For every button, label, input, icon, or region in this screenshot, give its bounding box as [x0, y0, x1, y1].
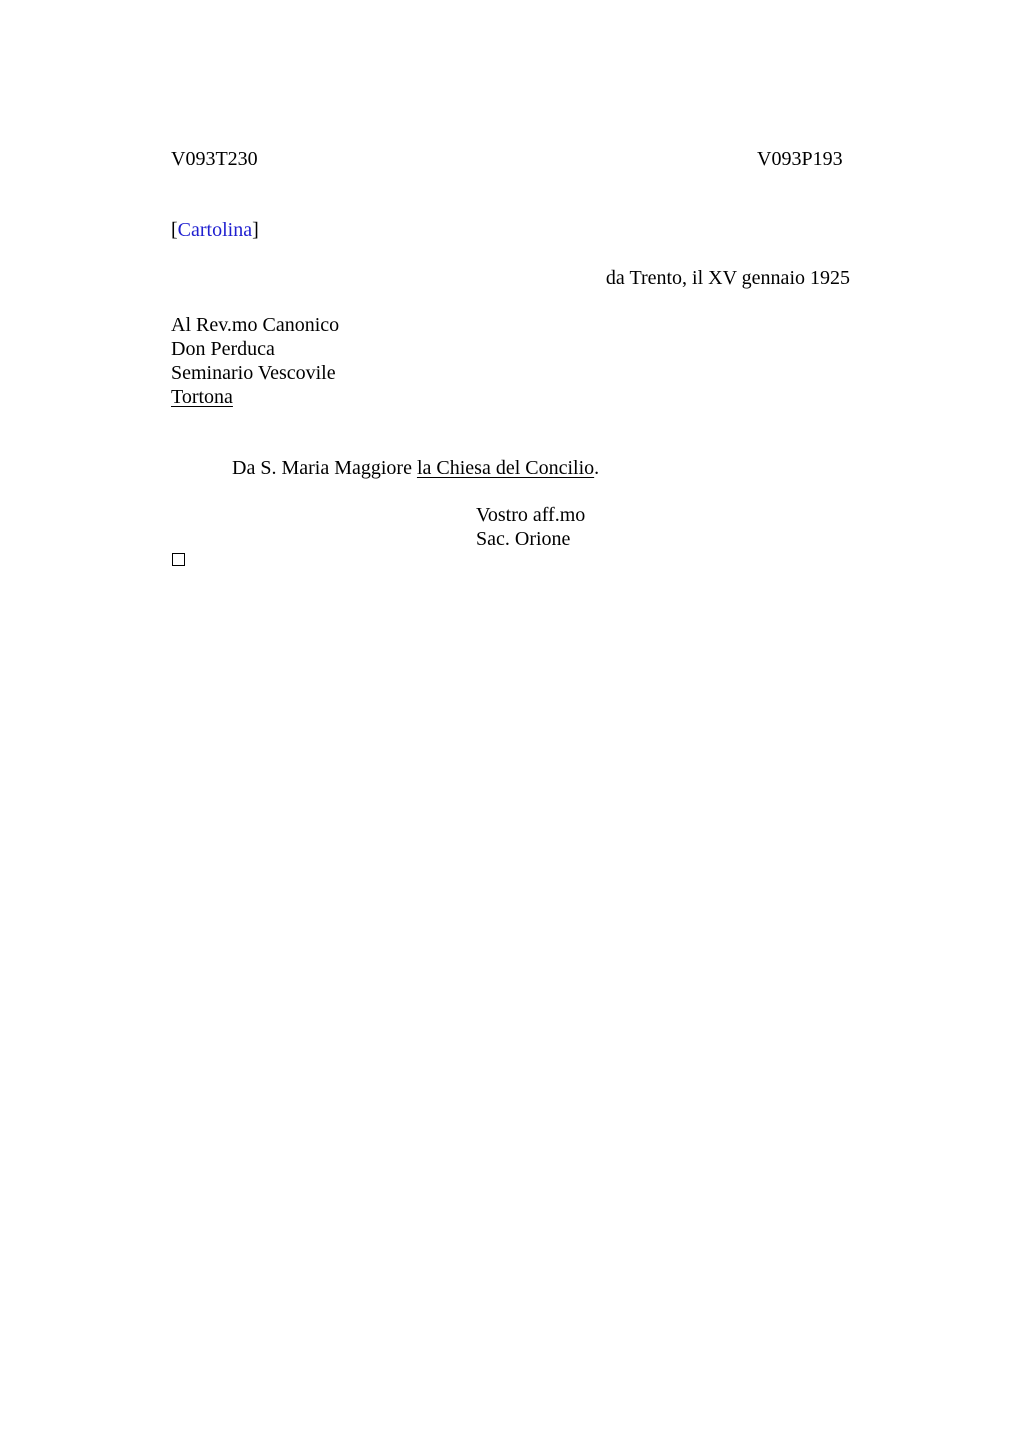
body-prefix: Da S. Maria Maggiore	[232, 457, 417, 479]
document-code-left: V093T230	[171, 148, 258, 170]
empty-square-icon	[172, 553, 185, 566]
address-block	[171, 313, 339, 409]
document-type	[171, 218, 259, 242]
close-bracket: ]	[252, 219, 259, 241]
date-line: da Trento, il XV gennaio 1925	[605, 267, 850, 289]
body-text	[232, 456, 599, 480]
address-line-1: Al Rev.mo Canonico	[171, 314, 340, 336]
document-type-label: Cartolina	[177, 219, 253, 241]
open-bracket: [	[171, 219, 178, 241]
address-line-4: Tortona	[171, 386, 233, 408]
document-code-right: V093P193	[757, 148, 843, 170]
address-line-2: Don Perduca	[171, 338, 275, 360]
address-line-3: Seminario Vescovile	[171, 362, 336, 384]
body-underlined: la Chiesa del Concilio	[416, 457, 595, 479]
signature-line-2: Sac. Orione	[476, 528, 571, 550]
body-suffix: .	[594, 457, 600, 479]
signature-block	[476, 503, 585, 551]
signature-line-1: Vostro aff.mo	[476, 504, 586, 526]
